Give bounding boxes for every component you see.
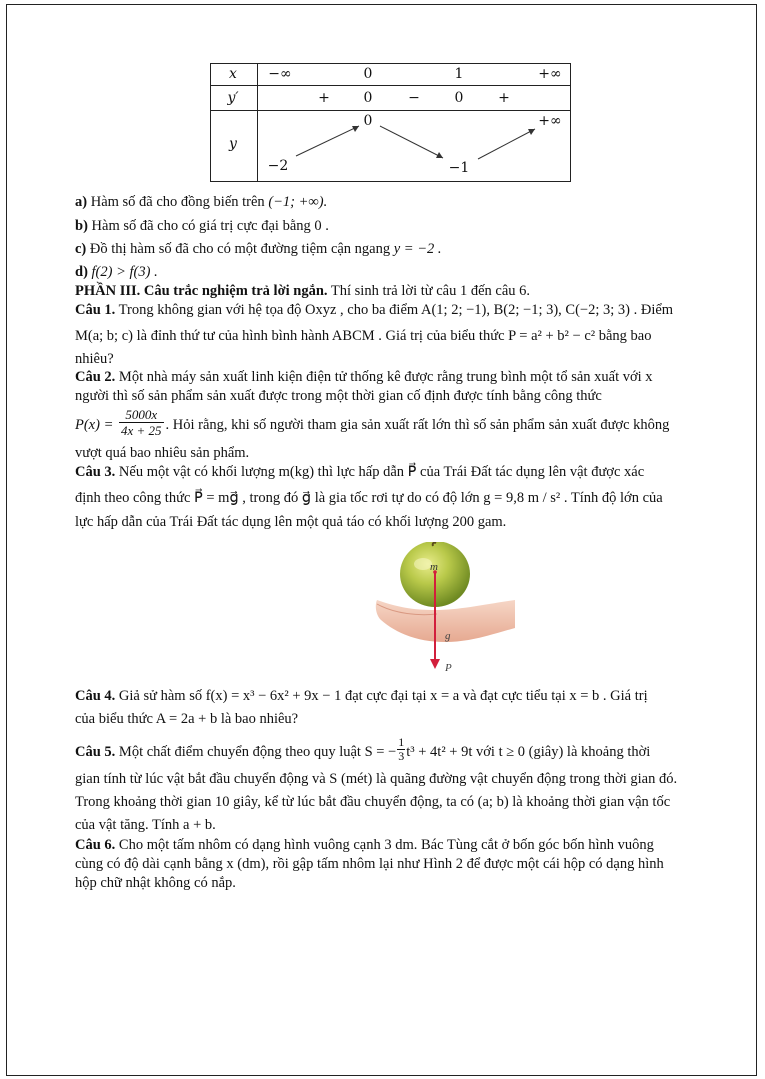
q1-text-3: nhiêu?	[75, 351, 114, 367]
x-minus-inf: −∞	[268, 66, 292, 82]
part3-heading-line	[75, 282, 530, 300]
option-c-math: y = −2 .	[393, 241, 442, 257]
dy-sign-3: +	[498, 90, 510, 106]
q6-text-3: hộp chữ nhật không có nắp.	[75, 875, 236, 891]
q5-line1	[75, 735, 651, 763]
row-dy-label: y′	[227, 90, 239, 106]
q2-line4	[75, 444, 249, 462]
q2-line1	[75, 368, 653, 386]
q3-line1	[75, 463, 644, 481]
q1-line1	[75, 301, 673, 319]
option-c-text: Đồ thị hàm số đã cho có một đường tiệm cận ngang	[89, 241, 394, 257]
arrow-up-right	[478, 129, 535, 159]
q6-line2	[75, 855, 664, 873]
q3-line3	[75, 513, 506, 531]
q2-text-1: Một nhà máy sản xuất linh kiện điện tử thống kê được rằng trung bình một tổ sản xuất với x	[115, 369, 653, 385]
option-a	[75, 193, 327, 211]
q5-frac-den: 3	[398, 749, 405, 763]
dy-sign-1: +	[318, 90, 330, 106]
q6-line3	[75, 874, 236, 892]
q5-fraction	[397, 736, 405, 763]
q6-label: Câu 6.	[75, 837, 116, 853]
y-val-minus-1: −1	[448, 160, 470, 176]
q3-label: Câu 3.	[75, 464, 116, 480]
q2-line2	[75, 387, 602, 405]
q4-text-1: Giả sử hàm số f(x) = x³ − 6x² + 9x − 1 đạt cực đại tại x = a và đạt cực tiểu tại x = b . Giá trị	[115, 688, 648, 704]
q3-text-3: lực hấp dẫn của Trái Đất tác dụng lên một quả táo có khối lượng 200 gam.	[75, 514, 507, 530]
q5-text-2: gian tính từ lúc vật bắt đầu chuyển động và S (mét) là quãng đường vật chuyển động trong thời gian đó.	[75, 771, 678, 787]
part3-heading: PHẦN III. Câu trắc nghiệm trả lời ngắn.	[75, 283, 328, 299]
q2-frac-den: 4x + 25	[121, 423, 162, 438]
option-a-text: Hàm số đã cho đồng biến trên	[90, 194, 269, 210]
force-vector-arrowhead	[430, 659, 440, 669]
option-a-label: a)	[75, 194, 88, 210]
q4-text-2: của biểu thức A = 2a + b là bao nhiêu?	[75, 711, 299, 727]
fig-label-p: P⃗	[445, 662, 461, 674]
x-zero: 0	[363, 66, 373, 82]
q5-frac-num: 1	[398, 735, 405, 749]
q2-frac-num: 5000x	[119, 407, 164, 423]
q4-line2	[75, 710, 298, 728]
option-b-text: Hàm số đã cho có giá trị cực đại bằng 0 .	[91, 218, 329, 234]
q1-text-1: Trong không gian với hệ tọa độ Oxyz , cho ba điểm A(1; 2; −1), B(2; −1; 3), C(−2; 3; 3) . Điểm	[115, 302, 674, 318]
q5-text-3: Trong khoảng thời gian 10 giây, kể từ lúc bắt đầu chuyển động, ta có (a; b) là khoảng thời gian vận tốc	[75, 794, 671, 810]
fig-label-g: g⃗	[445, 630, 460, 642]
q6-line1	[75, 836, 654, 854]
q3-text-2: định theo công thức P⃗ = mg⃗ , trong đó g⃗ là gia tốc rơi tự do có độ lớn g = 9,8 m / s² . Tính độ lớn của	[75, 490, 663, 506]
q2-fraction	[119, 407, 164, 438]
q2-text-4: vượt quá bao nhiêu sản phẩm.	[75, 445, 250, 461]
q5-text-1b: t³ + 4t² + 9t với t ≥ 0 (giây) là khoảng thời	[406, 743, 651, 760]
q5-text-4: của vật tăng. Tính a + b.	[75, 817, 216, 833]
x-one: 1	[454, 66, 464, 82]
row-y-label: y	[229, 136, 237, 152]
apple-in-hand-figure	[375, 542, 517, 682]
dy-sign-2: −	[408, 90, 420, 106]
q1-label: Câu 1.	[75, 302, 116, 318]
x-plus-inf: +∞	[538, 66, 562, 82]
q4-line1	[75, 687, 648, 705]
q2-label: Câu 2.	[75, 369, 116, 385]
q5-line4	[75, 816, 216, 834]
fig-label-m: m	[430, 561, 438, 573]
dy-zero-2: 0	[454, 90, 464, 106]
q3-text-1: Nếu một vật có khối lượng m(kg) thì lực hấp dẫn P⃗ của Trái Đất tác dụng lên vật được xác	[115, 464, 645, 480]
q2-text-2: người thì số sản phẩm sản xuất được trong một thời gian cố định được tính bằng công thức	[75, 388, 602, 404]
q6-text-1: Cho một tấm nhôm có dạng hình vuông cạnh 3 dm. Bác Tùng cắt ở bốn góc bốn hình vuông	[115, 837, 654, 853]
arrow-down-middle	[380, 126, 443, 158]
q5-text-1a: Một chất điểm chuyển động theo quy luật S = −	[115, 743, 397, 760]
option-c	[75, 240, 442, 258]
apple-illustration	[375, 542, 517, 682]
table-grid	[210, 63, 571, 182]
option-d-math: f(2) > f(3) .	[91, 264, 158, 280]
q5-line2	[75, 770, 677, 788]
option-b	[75, 217, 329, 235]
dy-zero-1: 0	[363, 90, 373, 106]
q2-text-3: . Hỏi rằng, khi số người tham gia sản xuất rất lớn thì số sản phẩm sản xuất được không	[165, 416, 670, 433]
q3-line2	[75, 489, 663, 507]
q2-formula-lhs: P(x) =	[75, 416, 114, 433]
q5-label: Câu 5.	[75, 743, 116, 760]
q1-line2	[75, 327, 651, 345]
row-x-label: x	[229, 66, 237, 82]
part3-intro: Thí sinh trả lời từ câu 1 đến câu 6.	[327, 283, 531, 299]
arrow-up-left	[296, 126, 359, 156]
variation-table	[210, 63, 571, 182]
q1-text-2: M(a; b; c) là đỉnh thứ tư của hình bình hành ABCM . Giá trị của biểu thức P = a² + b² − c² bằng bao	[75, 328, 652, 344]
y-val-zero: 0	[363, 113, 373, 129]
q2-line3	[75, 407, 670, 438]
option-b-label: b)	[75, 218, 88, 234]
y-val-minus-2: −2	[267, 158, 289, 174]
y-val-plus-inf: +∞	[538, 113, 562, 129]
q5-line3	[75, 793, 670, 811]
option-a-math: (−1; +∞).	[268, 194, 328, 210]
q6-text-2: cùng có độ dài cạnh bằng x (dm), rồi gập tấm nhôm lại như Hình 2 để được một cái hộp có dạng hình	[75, 856, 664, 872]
option-d-label: d)	[75, 264, 88, 280]
option-d	[75, 263, 158, 281]
option-c-label: c)	[75, 241, 87, 257]
q4-label: Câu 4.	[75, 688, 116, 704]
q1-line3	[75, 350, 114, 368]
